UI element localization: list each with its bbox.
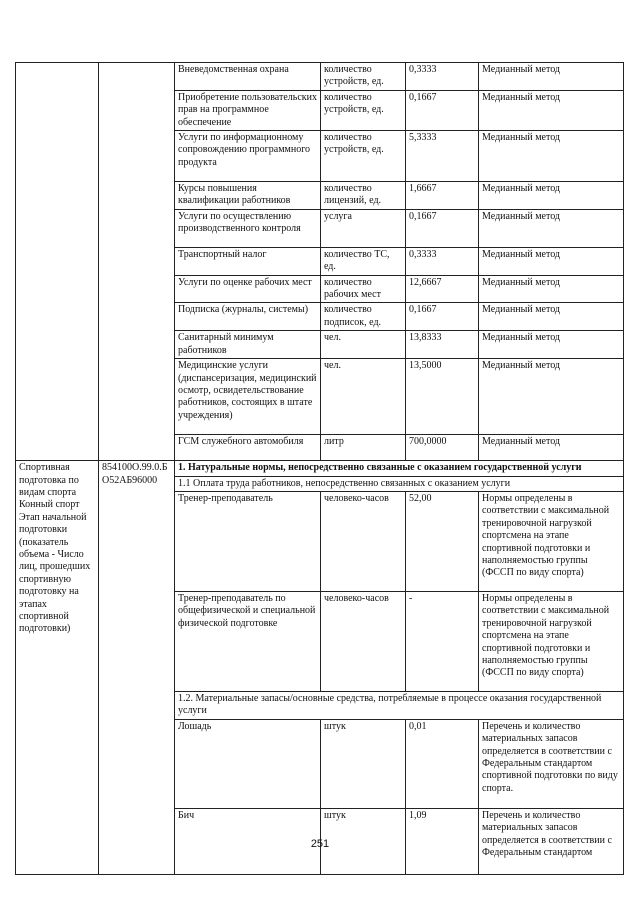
- page-number: 251: [310, 838, 330, 850]
- norms-table: [15, 62, 624, 875]
- row-method: Медианный метод: [479, 182, 624, 210]
- row-name: Вневедомственная охрана: [175, 63, 321, 91]
- row-name: Санитарный минимум работников: [175, 331, 321, 359]
- section-1-title: 1. Натуральные нормы, непосредственно связанные с оказанием государственной услуги: [175, 461, 624, 476]
- row-value: 12,6667: [406, 275, 479, 303]
- section-1-2-title: 1.2. Материальные запасы/основные средства, потребляемые в процессе оказания государственной услуги: [175, 691, 624, 719]
- row-method: Медианный метод: [479, 303, 624, 331]
- row-unit: количество подписок, ед.: [321, 303, 406, 331]
- row-value: -: [406, 591, 479, 691]
- row-unit: литр: [321, 435, 406, 461]
- row-name: Тренер-преподаватель: [175, 491, 321, 591]
- row-unit: чел.: [321, 359, 406, 435]
- row-name: Курсы повышения квалификации работников: [175, 182, 321, 210]
- row-method: Медианный метод: [479, 331, 624, 359]
- row-value: 52,00: [406, 491, 479, 591]
- row-value: 0,01: [406, 719, 479, 808]
- row-unit: человеко-часов: [321, 491, 406, 591]
- section-heading-row: [16, 461, 624, 476]
- row-name: Медицинские услуги (диспансеризация, медицинский осмотр, освидетельствование работников, состоящих в штате учреждения): [175, 359, 321, 435]
- row-unit: услуга: [321, 209, 406, 247]
- row-name: Тренер-преподаватель по общефизической и специальной физической подготовке: [175, 591, 321, 691]
- row-unit: количество устройств, ед.: [321, 90, 406, 130]
- row-name: Услуги по осуществлению производственного контроля: [175, 209, 321, 247]
- row-unit: количество рабочих мест: [321, 275, 406, 303]
- row-value: 0,3333: [406, 63, 479, 91]
- row-value: 5,3333: [406, 131, 479, 182]
- row-method: Медианный метод: [479, 247, 624, 275]
- service-name-cell: Спортивная подготовка по видам спорта Конный спорт Этап начальной подготовки (показатель объема - Число лиц, прошедших спортивную подготовку на этапах спортивной подготовки): [16, 461, 99, 875]
- row-unit: количество лицензий, ед.: [321, 182, 406, 210]
- row-name: Лошадь: [175, 719, 321, 808]
- row-unit: штук: [321, 808, 406, 874]
- row-method: Медианный метод: [479, 359, 624, 435]
- row-name: Приобретение пользовательских прав на программное обеспечение: [175, 90, 321, 130]
- row-method: Медианный метод: [479, 209, 624, 247]
- row-unit: количество устройств, ед.: [321, 131, 406, 182]
- row-method: Медианный метод: [479, 435, 624, 461]
- row-value: 1,6667: [406, 182, 479, 210]
- row-note: Нормы определены в соответствии с максимальной тренировочной нагрузкой спортсмена на этапе спортивной подготовки и наполняемостью группы (ФССП по виду спорта): [479, 491, 624, 591]
- row-value: 0,1667: [406, 90, 479, 130]
- row-method: Медианный метод: [479, 63, 624, 91]
- row-unit: количество ТС, ед.: [321, 247, 406, 275]
- table-row: [16, 63, 624, 91]
- row-unit: штук: [321, 719, 406, 808]
- row-value: 13,5000: [406, 359, 479, 435]
- row-value: 0,3333: [406, 247, 479, 275]
- row-method: Медианный метод: [479, 131, 624, 182]
- row-note: Перечень и количество материальных запасов определяется в соответствии с Федеральным стандартом: [479, 808, 624, 874]
- row-unit: количество устройств, ед.: [321, 63, 406, 91]
- code-cell-empty: [99, 63, 175, 461]
- row-note: Нормы определены в соответствии с максимальной тренировочной нагрузкой спортсмена на этапе спортивной подготовки и наполняемостью группы (ФССП по виду спорта): [479, 591, 624, 691]
- row-value: 700,0000: [406, 435, 479, 461]
- row-method: Медианный метод: [479, 90, 624, 130]
- row-unit: чел.: [321, 331, 406, 359]
- service-code-cell: 854100О.99.0.БО52АБ96000: [99, 461, 175, 875]
- row-value: 0,1667: [406, 303, 479, 331]
- row-value: 13,8333: [406, 331, 479, 359]
- row-note: Перечень и количество материальных запасов определяется в соответствии с Федеральным стандартом спортивной подготовки по виду спорта.: [479, 719, 624, 808]
- row-name: Транспортный налог: [175, 247, 321, 275]
- row-name: ГСМ служебного автомобиля: [175, 435, 321, 461]
- row-name: Бич: [175, 808, 321, 874]
- row-name: Услуги по информационному сопровождению программного продукта: [175, 131, 321, 182]
- section-1-1-title: 1.1 Оплата труда работников, непосредственно связанных с оказанием услуги: [175, 476, 624, 491]
- row-name: Подписка (журналы, системы): [175, 303, 321, 331]
- row-value: 0,1667: [406, 209, 479, 247]
- service-cell-empty: [16, 63, 99, 461]
- row-name: Услуги по оценке рабочих мест: [175, 275, 321, 303]
- row-method: Медианный метод: [479, 275, 624, 303]
- row-unit: человеко-часов: [321, 591, 406, 691]
- row-value: 1,09: [406, 808, 479, 874]
